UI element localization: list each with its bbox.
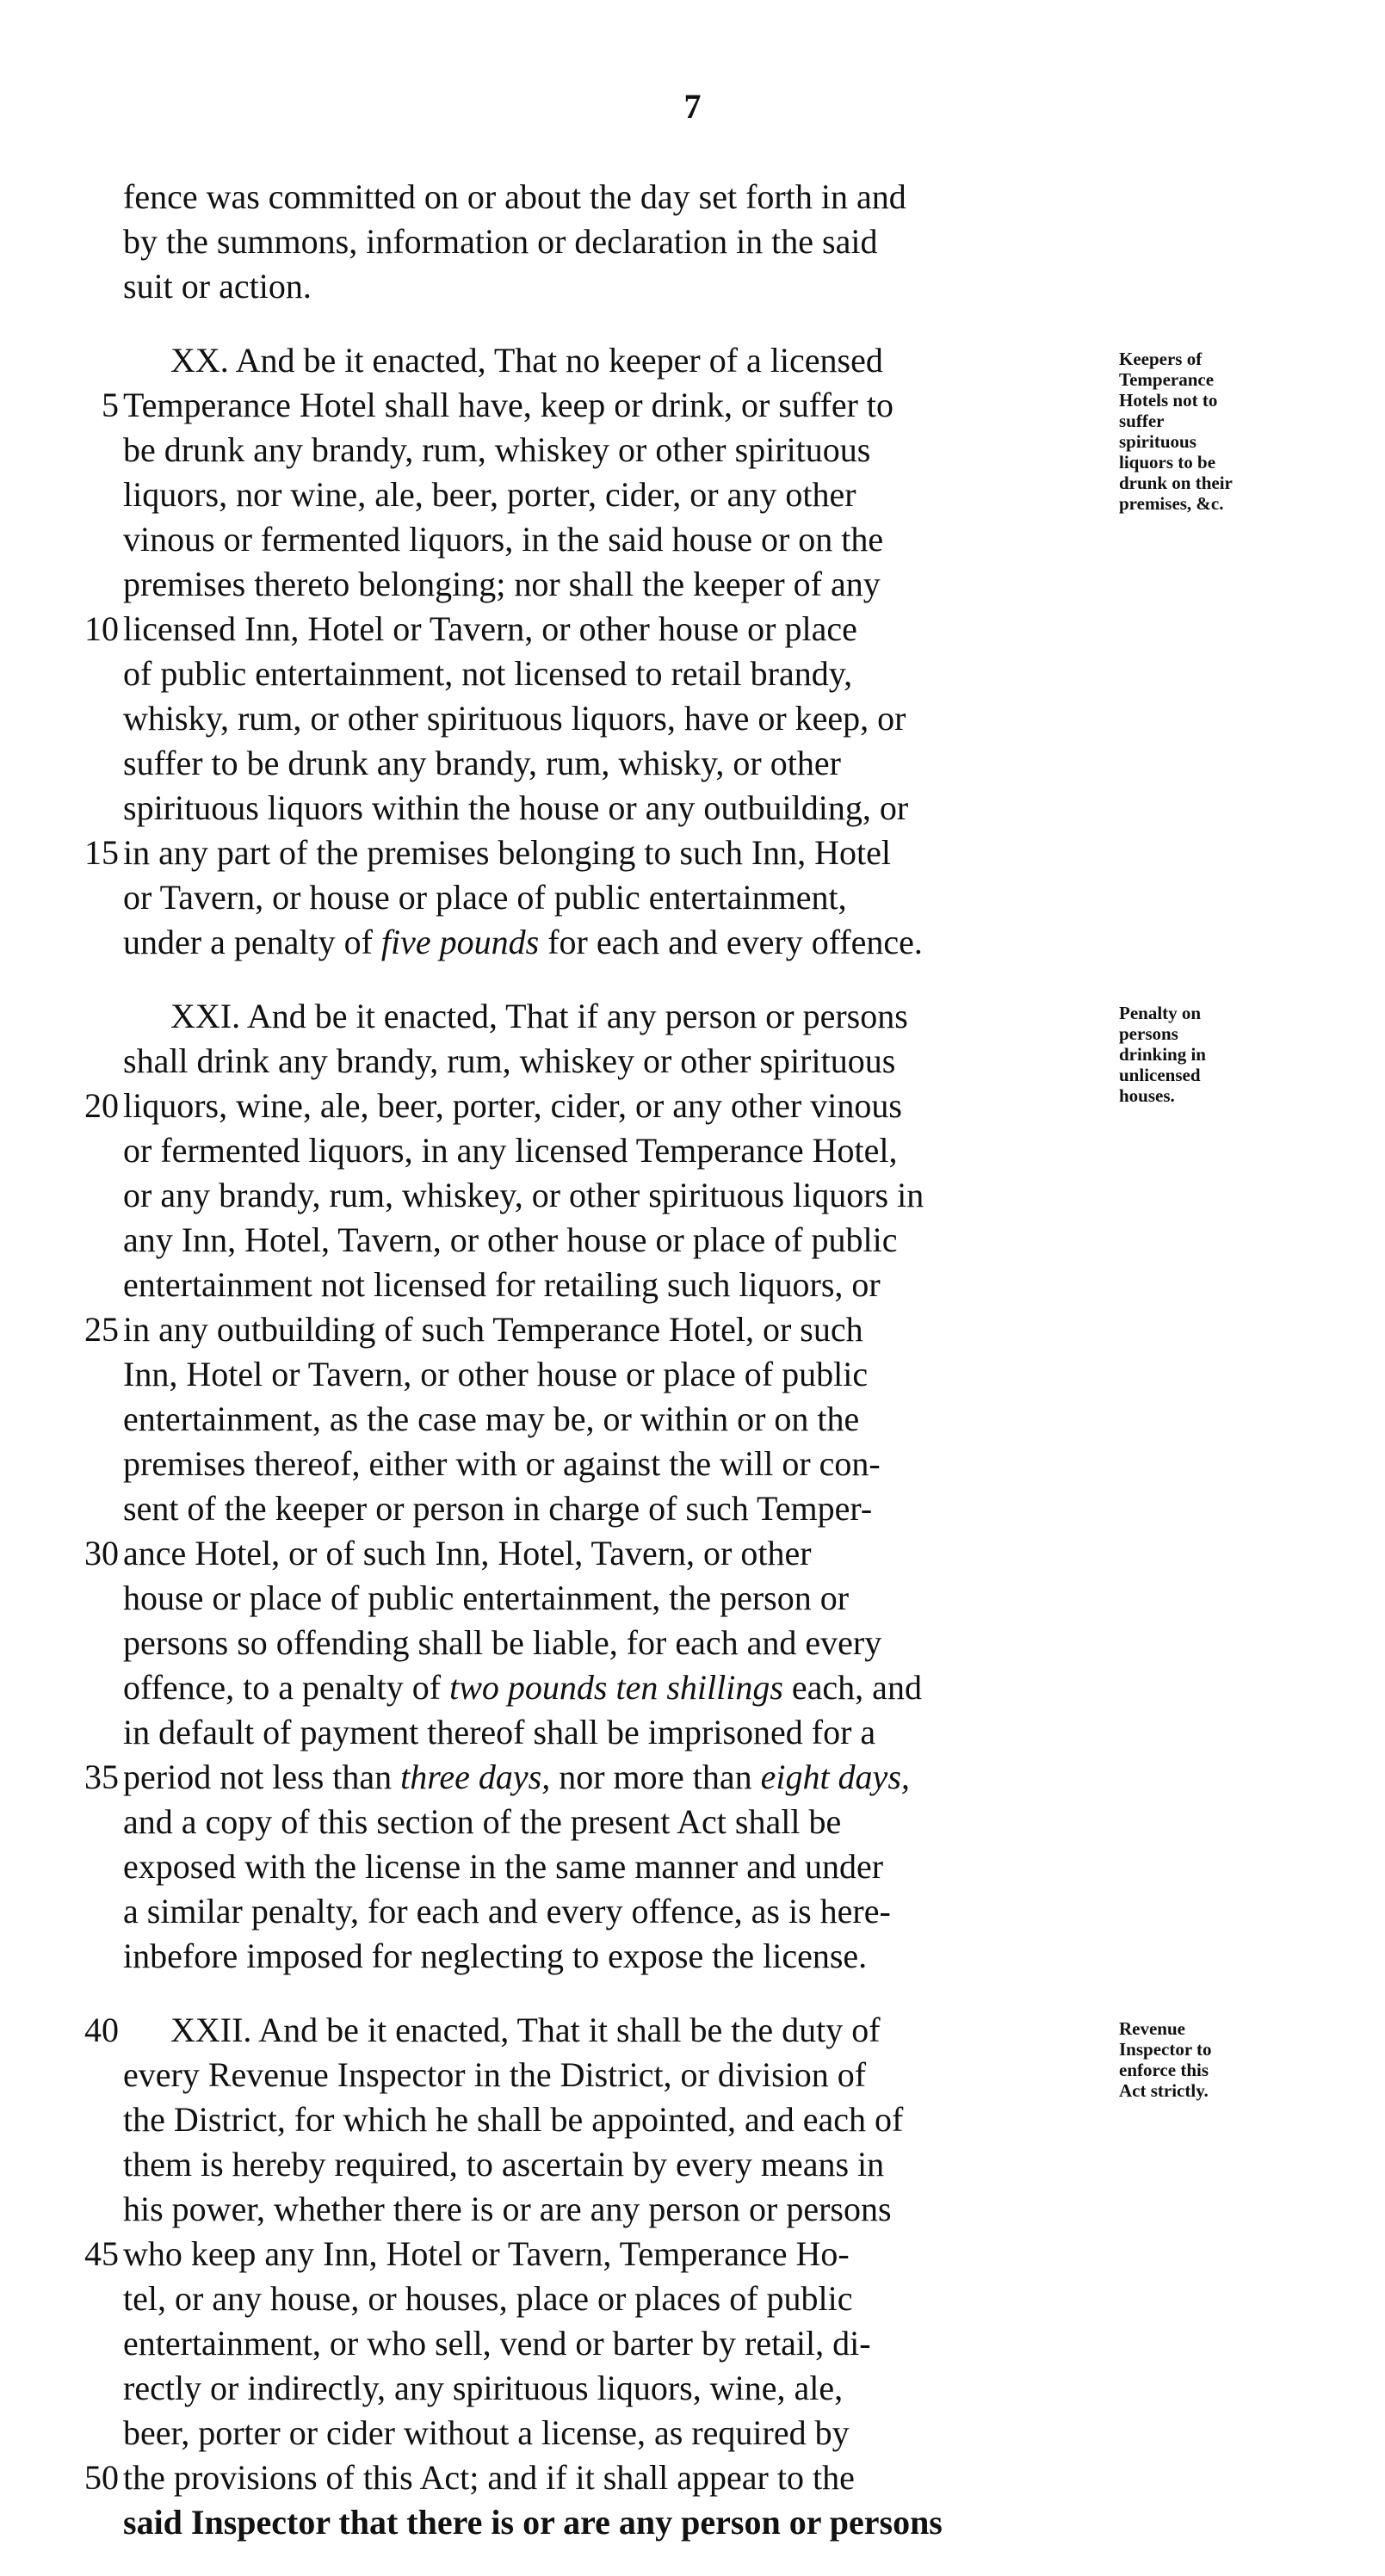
text-line: under a penalty of five pounds for each and every offence. bbox=[123, 923, 923, 961]
text-line: suit or action. bbox=[123, 267, 312, 306]
text-line: premises thereof, either with or against the will or con- bbox=[123, 1444, 881, 1483]
text-line: premises thereto belonging; nor shall the keeper of any bbox=[123, 565, 881, 603]
text-line: entertainment, or who sell, vend or barter by retail, di- bbox=[123, 2324, 871, 2363]
text-line: period not less than three days, nor more than eight days, bbox=[123, 1757, 910, 1796]
text-line: in any outbuilding of such Temperance Hotel, or such bbox=[123, 1310, 863, 1349]
text-line: beer, porter or cider without a license, as required by bbox=[123, 2413, 850, 2452]
text-line: exposed with the license in the same manner and under bbox=[123, 1847, 884, 1886]
text-line: licensed Inn, Hotel or Tavern, or other house or place bbox=[123, 609, 857, 648]
text-line: vinous or fermented liquors, in the said house or on the bbox=[123, 520, 884, 559]
line-number: 45 bbox=[84, 2234, 119, 2273]
text-line: be drunk any brandy, rum, whiskey or other spirituous bbox=[123, 430, 871, 469]
text-line: by the summons, information or declaration in the said bbox=[123, 222, 878, 261]
text-line: or any brandy, rum, whiskey, or other spirituous liquors in bbox=[123, 1176, 924, 1214]
text-line: a similar penalty, for each and every offence, as is here- bbox=[123, 1892, 891, 1930]
text-line: them is hereby required, to ascertain by every means in bbox=[123, 2145, 885, 2184]
line-number: 40 bbox=[84, 2011, 119, 2049]
text-line: sent of the keeper or person in charge of such Temper- bbox=[123, 1489, 873, 1528]
text-line: house or place of public entertainment, the person or bbox=[123, 1578, 850, 1617]
text-line: in any part of the premises belonging to such Inn, Hotel bbox=[123, 833, 892, 872]
text-line: Temperance Hotel shall have, keep or drink, or suffer to bbox=[123, 386, 894, 424]
text-line: who keep any Inn, Hotel or Tavern, Temperance Ho- bbox=[123, 2234, 850, 2273]
text-line: inbefore imposed for neglecting to expose the license. bbox=[123, 1937, 868, 1975]
text-line: suffer to be drunk any brandy, rum, whisky, or other bbox=[123, 744, 841, 782]
text-line: XX. And be it enacted, That no keeper of a licensed bbox=[170, 341, 883, 380]
line-number: 15 bbox=[84, 833, 119, 872]
text-line: or Tavern, or house or place of public entertainment, bbox=[123, 878, 847, 917]
line-number: 50 bbox=[84, 2458, 119, 2497]
text-line: any Inn, Hotel, Tavern, or other house or place of public bbox=[123, 1220, 898, 1259]
text-line: shall drink any brandy, rum, whiskey or other spirituous bbox=[123, 1041, 896, 1080]
text-line: the District, for which he shall be appointed, and each of bbox=[123, 2100, 904, 2139]
text-line: of public entertainment, not licensed to retail brandy, bbox=[123, 654, 853, 693]
margin-note: Revenue Inspector to enforce this Act strictly. bbox=[1119, 2018, 1212, 2101]
text-line: whisky, rum, or other spirituous liquors, have or keep, or bbox=[123, 699, 906, 738]
page-number: 7 bbox=[683, 87, 702, 126]
line-number: 25 bbox=[84, 1310, 119, 1349]
text-line: said Inspector that there is or are any person or persons bbox=[123, 2503, 943, 2542]
line-number: 20 bbox=[84, 1086, 119, 1125]
text-line: liquors, nor wine, ale, beer, porter, cider, or any other bbox=[123, 475, 856, 514]
text-line: liquors, wine, ale, beer, porter, cider, or any other vinous bbox=[123, 1086, 902, 1125]
text-line: persons so offending shall be liable, for each and every bbox=[123, 1623, 882, 1662]
text-line: rectly or indirectly, any spirituous liquors, wine, ale, bbox=[123, 2369, 844, 2407]
line-number: 35 bbox=[84, 1757, 119, 1796]
text-line: in default of payment thereof shall be imprisoned for a bbox=[123, 1713, 876, 1751]
text-line: or fermented liquors, in any licensed Temperance Hotel, bbox=[123, 1131, 898, 1170]
text-line: Inn, Hotel or Tavern, or other house or place of public bbox=[123, 1355, 869, 1393]
text-line: his power, whether there is or are any person or persons bbox=[123, 2190, 892, 2228]
line-number: 10 bbox=[84, 609, 119, 648]
text-line: XXII. And be it enacted, That it shall be the duty of bbox=[170, 2011, 881, 2049]
text-line: offence, to a penalty of two pounds ten shillings each, and bbox=[123, 1668, 922, 1707]
margin-note: Penalty on persons drinking in unlicensed houses. bbox=[1119, 1003, 1206, 1106]
text-line: tel, or any house, or houses, place or places of public bbox=[123, 2279, 853, 2318]
line-number: 30 bbox=[84, 1534, 119, 1572]
text-line: XXI. And be it enacted, That if any person or persons bbox=[170, 997, 908, 1035]
text-line: and a copy of this section of the present Act shall be bbox=[123, 1802, 842, 1841]
text-line: the provisions of this Act; and if it shall appear to the bbox=[123, 2458, 855, 2497]
text-line: ance Hotel, or of such Inn, Hotel, Tavern, or other bbox=[123, 1534, 812, 1572]
margin-note: Keepers of Temperance Hotels not to suffer spirituous liquors to be drunk on their premises, &c. bbox=[1119, 349, 1233, 514]
text-line: fence was committed on or about the day set forth in and bbox=[123, 177, 906, 216]
text-line: entertainment not licensed for retailing such liquors, or bbox=[123, 1265, 881, 1304]
text-line: entertainment, as the case may be, or within or on the bbox=[123, 1399, 860, 1438]
text-line: spirituous liquors within the house or any outbuilding, or bbox=[123, 788, 909, 827]
line-number: 5 bbox=[102, 386, 119, 424]
text-line: every Revenue Inspector in the District, or division of bbox=[123, 2055, 867, 2094]
